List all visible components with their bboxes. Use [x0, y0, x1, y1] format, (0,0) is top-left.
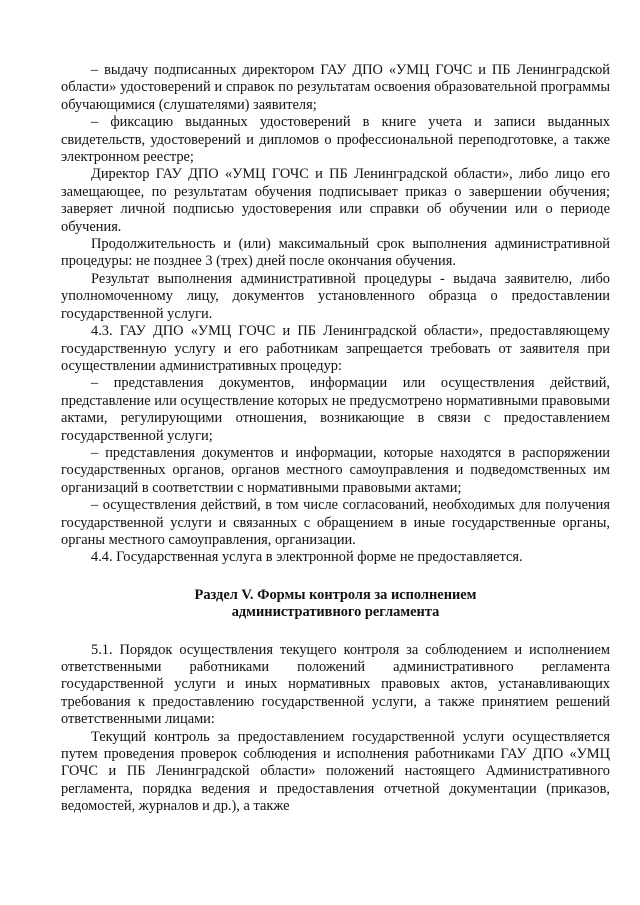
section-heading-line2: административного регламента — [231, 604, 440, 621]
paragraph-result: Результат выполнения административной процедуры - выдача заявителю, либо уполномоченному лицу, документов установленного образца о предоставлении государственной услуги. — [61, 270, 610, 322]
spacer — [61, 567, 610, 587]
paragraph-current-control: Текущий контроль за предоставлением государственной услуги осуществляется путем проведения проверок соблюдения и исполнения работниками ГАУ ДПО «УМЦ ГОЧС и ПБ Ленинградской области» положений настоящего Административного регламента, порядка ведения и предоставления отчетной документации (приказов, ведомостей, журналов и др.), а также — [61, 728, 610, 815]
paragraph-approvals: – осуществления действий, в том числе согласований, необходимых для получения государственной услуги и связанных с обращением в иные государственные органы, органы местного самоуправления, организации. — [61, 497, 610, 548]
paragraph-issuance: – выдачу подписанных директором ГАУ ДПО «УМЦ ГОЧС и ПБ Ленинградской области» удостоверений и справок по результатам освоения образовательной программы обучающимися (слушателями) заявителя; — [61, 62, 610, 113]
paragraph-duration: Продолжительность и (или) максимальный срок выполнения административной процедуры: не позднее 3 (трех) дней после окончания обучения. — [61, 236, 610, 270]
paragraph-director: Директор ГАУ ДПО «УМЦ ГОЧС и ПБ Ленинградской области», либо лицо его замещающее, по результатам обучения подписывает приказ о завершении обучения; заверяет личной подписью удостоверения или справки об обучении или о периоде обучения. — [61, 166, 610, 235]
section-heading-line1: Раздел V. Формы контроля за исполнением — [194, 586, 477, 603]
paragraph-registration: – фиксацию выданных удостоверений в книге учета и записи выданных свидетельств, удостоверений и дипломов о профессиональной переподготовке, а также электронном реестре; — [61, 114, 610, 166]
paragraph-4-3: 4.3. ГАУ ДПО «УМЦ ГОЧС и ПБ Ленинградской области», предоставляющему государственную услугу и его работникам запрещается требовать от заявителя при осуществлении административных процедур: — [61, 323, 610, 374]
paragraph-5-1: 5.1. Порядок осуществления текущего контроля за соблюдением и исполнением ответственными работниками положений административного регламента государственной услуги и иных нормативных правовых актов, устанавливающих требования к предоставлению государственной услуги, а также принятием решений ответственными лицами: — [61, 641, 610, 728]
paragraph-docs-actions: – представления документов, информации или осуществления действий, представление или осуществление которых не предусмотрено нормативными правовыми актами, регулирующими отношения, возникающие в связи с предоставлением государственной услуги; — [61, 375, 610, 444]
spacer — [61, 622, 610, 642]
paragraph-4-4: 4.4. Государственная услуга в электронной форме не предоставляется. — [91, 549, 523, 566]
paragraph-docs-info: – представления документов и информации, которые находятся в распоряжении государственных органов, органов местного самоуправления и подведомственных им организаций в соответствии с нормативными правовыми актами; — [61, 444, 610, 496]
